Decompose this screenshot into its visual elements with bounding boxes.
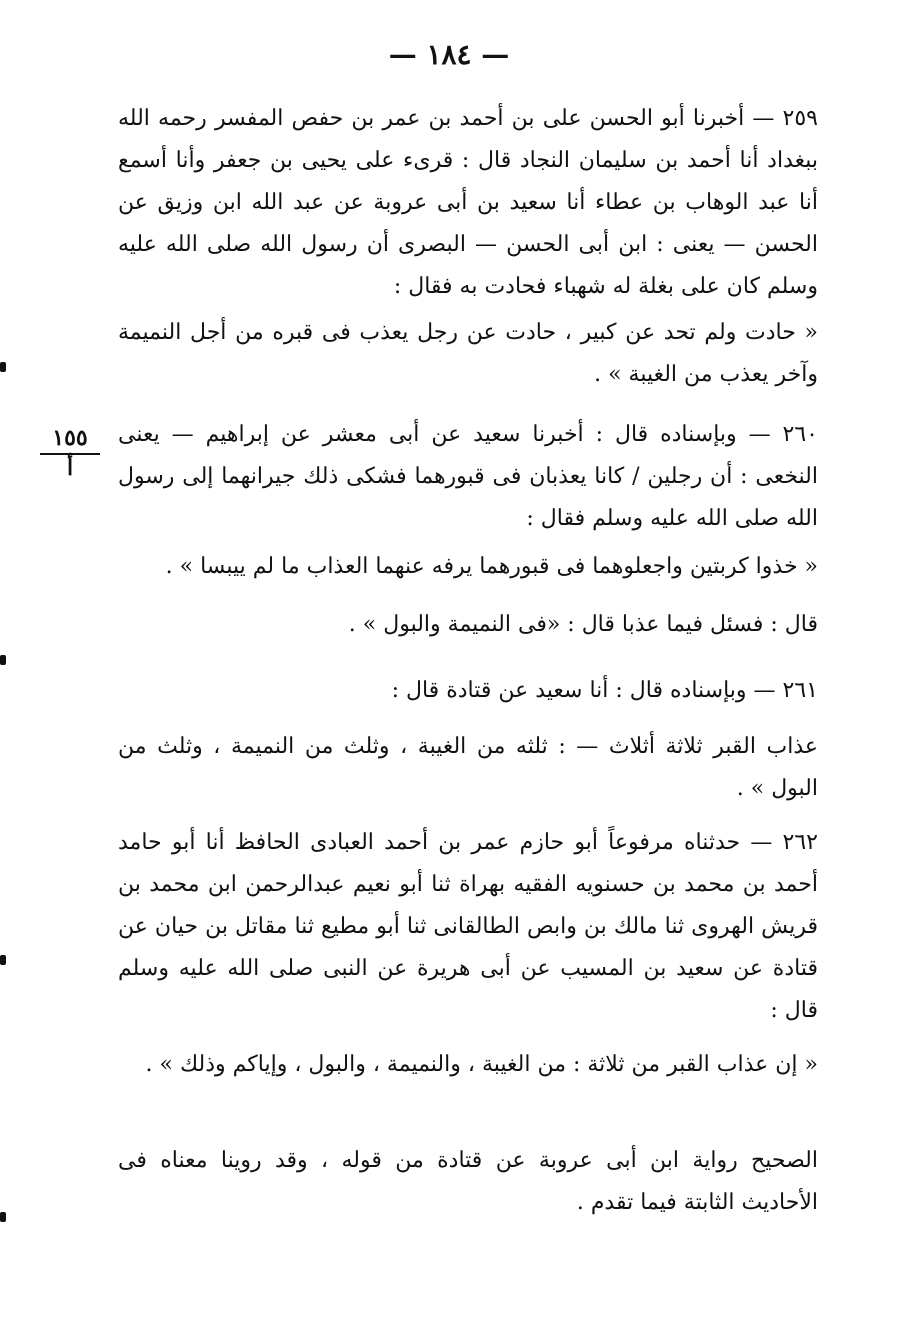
- paragraph-261: ٢٦١ — وبإسناده قال : أنا سعيد عن قتادة قال :: [391, 678, 818, 703]
- paragraph-qala: قال : فسئل فيما عذبا قال : «فى النميمة والبول » .: [348, 612, 818, 637]
- scan-edge-mark: [0, 955, 6, 965]
- paragraph-quote-2: « خذوا كربتين واجعلوهما فى قبورهما يرفه عنهما العذاب ما لم ييبسا » .: [165, 554, 818, 579]
- paragraph-quote-1: « حادت ولم تحد عن كبير ، حادت عن رجل يعذب فى قبره من أجل النميمة وآخر يعذب من الغيبة » .: [118, 320, 818, 387]
- paragraph-262: ٢٦٢ — حدثناه مرفوعاً أبو حازم عمر بن أحمد العبادى الحافظ أنا أبو حامد أحمد بن محمد بن حسنويه الفقيه بهراة ثنا أبو نعيم عبدالرحمن ابن محمد بن قريش الهروى ثنا مالك بن وابص الطالقانى ثنا أبو مطيع ثنا مقاتل بن حيان عن قتادة عن سعيد بن المسيب عن أبى هريرة عن النبى صلى الله عليه وسلم قال :: [118, 830, 818, 1023]
- scan-edge-mark: [0, 1212, 6, 1222]
- paragraph-259: ٢٥٩ — أخبرنا أبو الحسن على بن أحمد بن عمر بن حفص المفسر رحمه الله ببغداد أنا أحمد بن سليمان النجاد قال : قرىء على يحيى بن جعفر وأنا أسمع أنا عبد الوهاب بن عطاء أنا سعيد بن أبى عروبة عن عبد الله ابن وزيق عن الحسن — يعنى : ابن أبى الحسن — البصرى أن رسول الله صلى الله عليه وسلم كان على بغلة له شهباء فحادت به فقال :: [118, 106, 818, 299]
- scan-edge-mark: [0, 655, 6, 665]
- paragraph-closing: الصحيح رواية ابن أبى عروبة عن قتادة من قوله ، وقد روينا معناه فى الأحاديث الثابتة فيما تقدم .: [118, 1148, 818, 1215]
- paragraph-quote-3: عذاب القبر ثلاثة أثلاث — : ثلثه من الغيبة ، وثلث من النميمة ، وثلث من البول » .: [118, 734, 818, 801]
- margin-folio-side: أ: [66, 455, 74, 481]
- margin-folio-note: [40, 425, 100, 481]
- paragraph-260: ٢٦٠ — وبإسناده قال : أخبرنا سعيد عن أبى معشر عن إبراهيم — يعنى النخعى : أن رجلين / كانا يعذبان فى قبورهما فشكى ذلك جيرانهما إلى رسول الله صلى الله عليه وسلم فقال :: [118, 422, 818, 531]
- margin-folio-number: ١٥٥: [40, 425, 100, 455]
- paragraph-quote-4: « إن عذاب القبر من ثلاثة : من الغيبة ، والنميمة ، والبول ، وإياكم وذلك » .: [145, 1052, 818, 1077]
- scan-edge-mark: [0, 362, 6, 372]
- page-number: — ١٨٤ —: [388, 38, 510, 71]
